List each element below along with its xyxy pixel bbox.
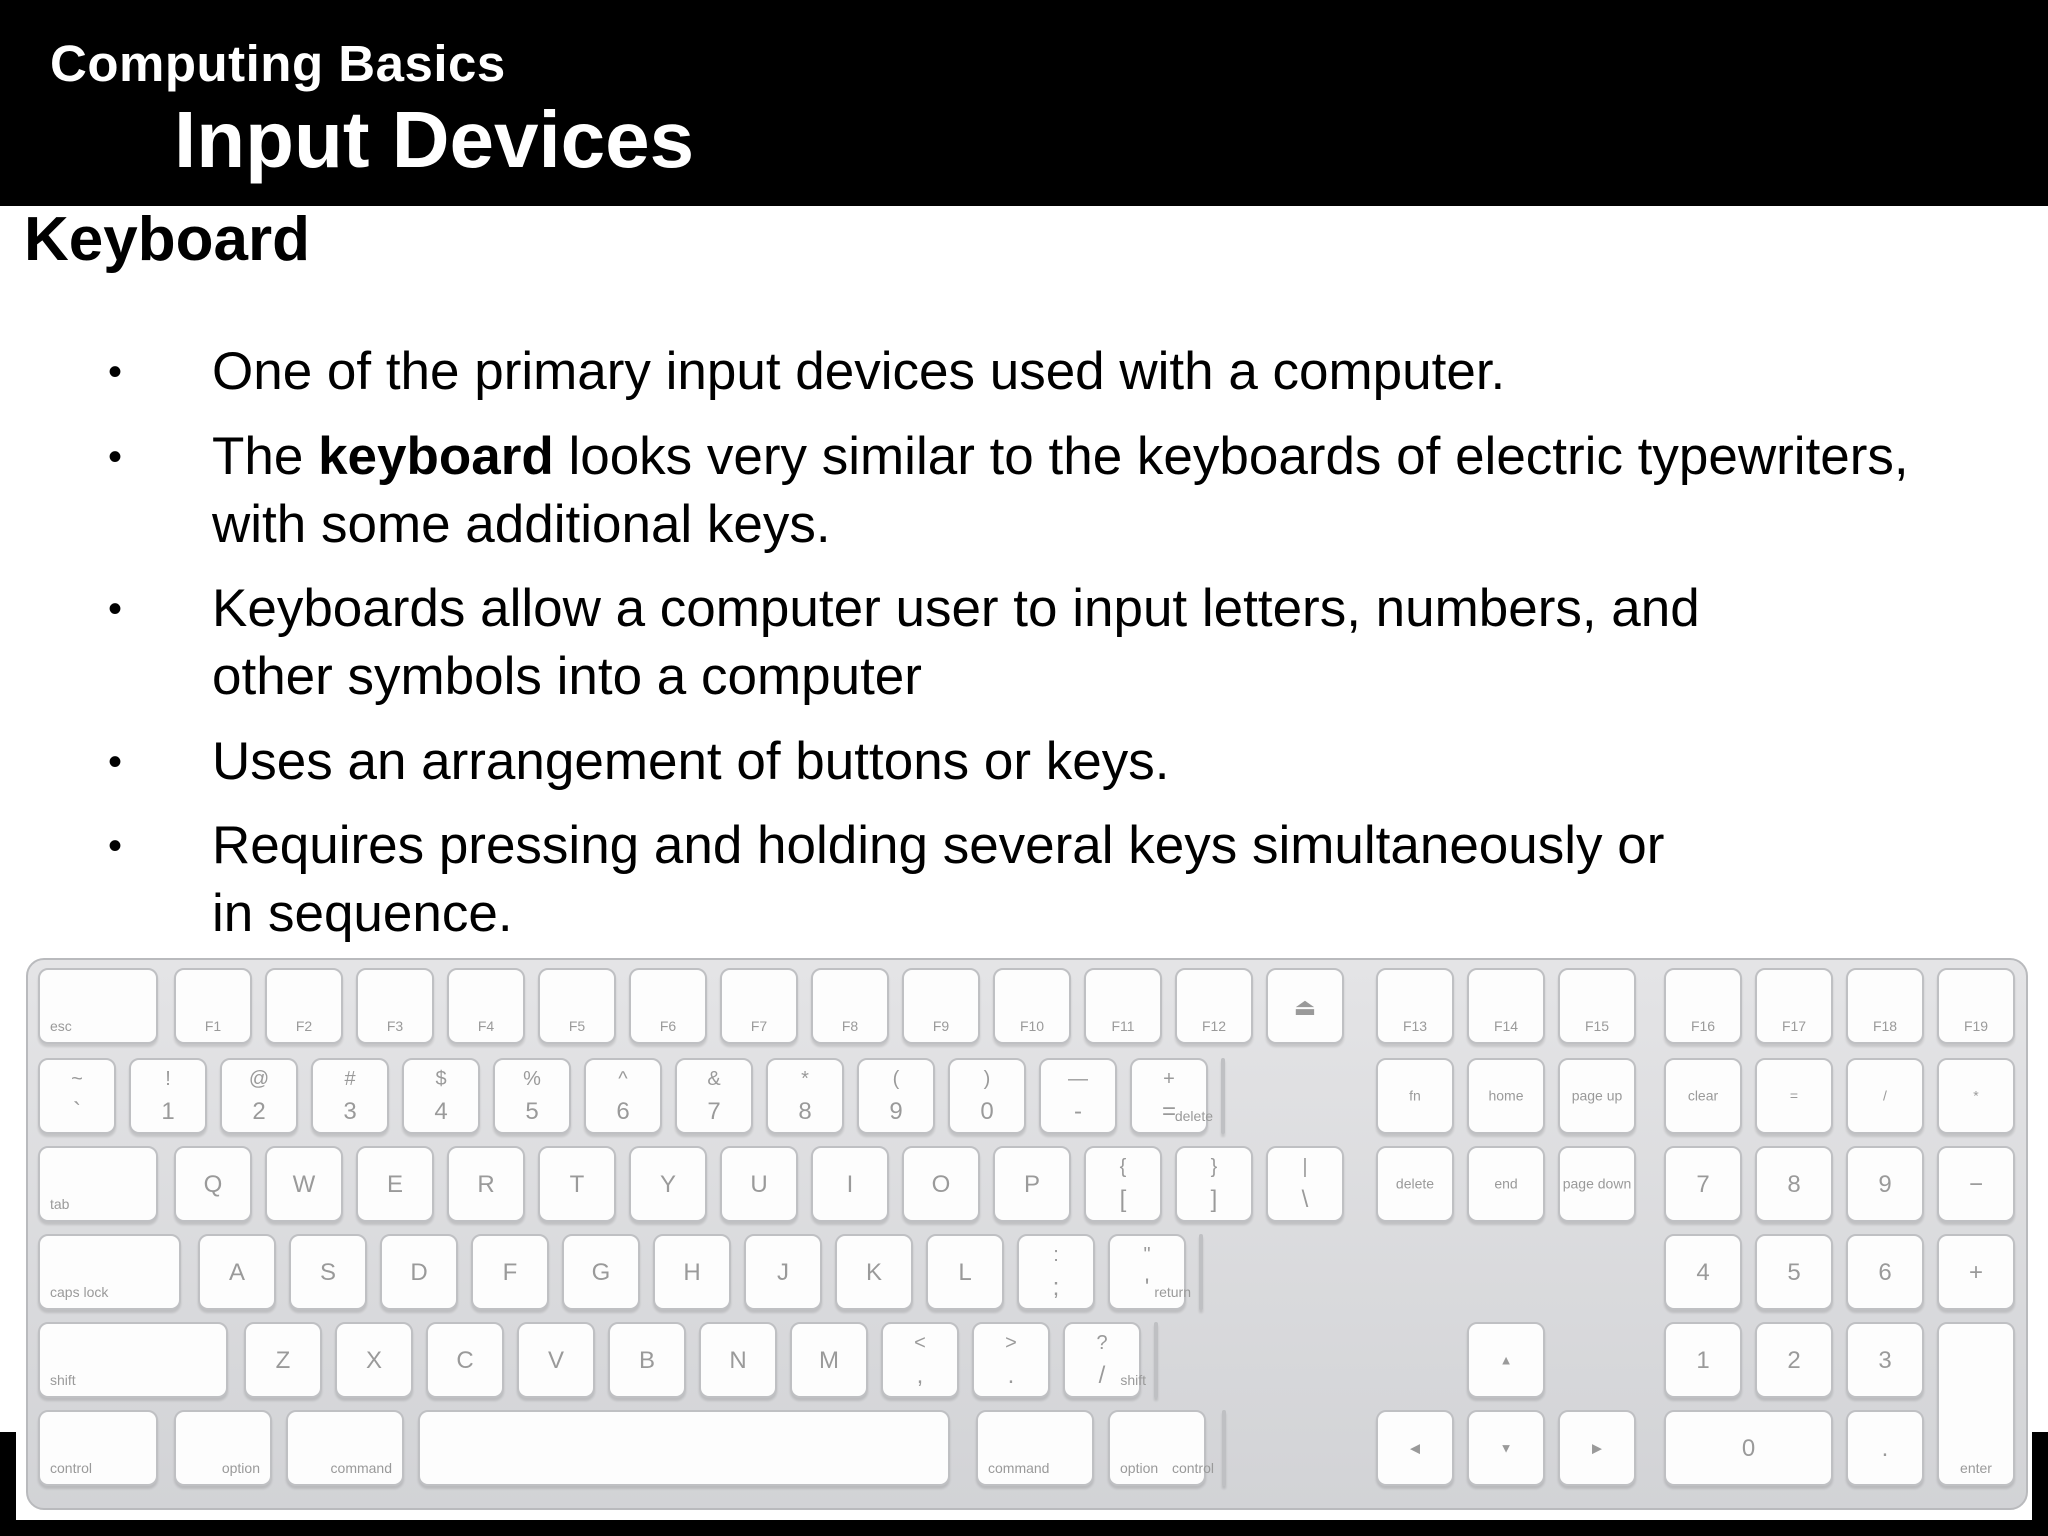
key-f19 bbox=[1937, 968, 2015, 1044]
key-number bbox=[857, 1058, 935, 1134]
bullet-dot: • bbox=[108, 435, 123, 479]
key-label: J bbox=[777, 1259, 789, 1286]
key-label: F10 bbox=[1019, 1018, 1045, 1034]
key-label: fn bbox=[1409, 1087, 1421, 1104]
numpad-key bbox=[1664, 1322, 1742, 1398]
arrow-down-key bbox=[1467, 1410, 1545, 1486]
numpad-key bbox=[1755, 1058, 1833, 1134]
arrow-down-icon: ▼ bbox=[1499, 1440, 1513, 1456]
bullet-text-pre: The bbox=[212, 427, 319, 486]
key-label: F18 bbox=[1872, 1018, 1898, 1034]
key-letter bbox=[720, 1146, 798, 1222]
key-label: clear bbox=[1687, 1087, 1719, 1104]
key-label: caps lock bbox=[50, 1284, 109, 1300]
key-label: F7 bbox=[750, 1018, 768, 1034]
numpad-key-zero bbox=[1664, 1410, 1833, 1486]
bullet-text bbox=[212, 728, 2042, 796]
key-label: control bbox=[50, 1460, 93, 1476]
key-f11 bbox=[1084, 968, 1162, 1044]
key-shift-right bbox=[1120, 1322, 1158, 1398]
numpad-key bbox=[1664, 1234, 1742, 1310]
key-number bbox=[948, 1058, 1026, 1134]
numpad-key bbox=[1846, 1322, 1924, 1398]
key-symbol bbox=[881, 1322, 959, 1398]
key-label: shift bbox=[50, 1372, 76, 1388]
key-label: page up bbox=[1571, 1087, 1623, 1104]
key-label: / bbox=[1098, 1362, 1106, 1389]
slide-title: Input Devices bbox=[174, 95, 695, 184]
key-number bbox=[675, 1058, 753, 1134]
key-shift-label: ~ bbox=[71, 1068, 83, 1090]
key-caps-lock bbox=[38, 1234, 181, 1310]
eject-icon: ⏏ bbox=[1293, 994, 1317, 1021]
key-label: K bbox=[865, 1259, 882, 1286]
key-label: 9 bbox=[1878, 1171, 1892, 1198]
key-f8 bbox=[811, 968, 889, 1044]
key-shift-label: $ bbox=[435, 1068, 447, 1090]
key-letter bbox=[744, 1234, 822, 1310]
key-f9 bbox=[902, 968, 980, 1044]
key-letter bbox=[790, 1322, 868, 1398]
key-label: A bbox=[228, 1259, 245, 1286]
key-delete-forward bbox=[1376, 1146, 1454, 1222]
bullet-dot: • bbox=[108, 587, 123, 631]
key-shift-label: — bbox=[1068, 1068, 1088, 1090]
key-letter bbox=[699, 1322, 777, 1398]
key-return bbox=[1154, 1234, 1203, 1310]
key-label: 8 bbox=[1787, 1171, 1801, 1198]
key-shift-label: & bbox=[707, 1068, 721, 1090]
key-shift-label: } bbox=[1210, 1156, 1218, 1178]
key-f2 bbox=[265, 968, 343, 1044]
course-title: Computing Basics bbox=[50, 35, 506, 92]
key-label: 2 bbox=[252, 1098, 266, 1125]
numpad-key bbox=[1755, 1146, 1833, 1222]
key-letter bbox=[198, 1234, 276, 1310]
key-letter bbox=[471, 1234, 549, 1310]
key-tab bbox=[38, 1146, 158, 1222]
key-label: option bbox=[221, 1460, 260, 1476]
arrow-up-icon: ▲ bbox=[1499, 1352, 1513, 1368]
key-label: F4 bbox=[477, 1018, 495, 1034]
key-label: F9 bbox=[932, 1018, 950, 1034]
bullet-line: other symbols into a computer bbox=[212, 647, 922, 706]
arrow-right-key bbox=[1558, 1410, 1636, 1486]
key-f15 bbox=[1558, 968, 1636, 1044]
numpad-key bbox=[1846, 1058, 1924, 1134]
key-letter bbox=[289, 1234, 367, 1310]
bullet-line: One of the primary input devices used with a computer. bbox=[212, 342, 1506, 401]
key-letter bbox=[426, 1322, 504, 1398]
key-f17 bbox=[1755, 968, 1833, 1044]
key-label: L bbox=[958, 1259, 972, 1286]
arrow-left-key bbox=[1376, 1410, 1454, 1486]
key-label: Z bbox=[275, 1347, 291, 1374]
key-shift-label: > bbox=[1005, 1332, 1017, 1354]
key-shift-label: ( bbox=[892, 1068, 900, 1090]
key-label: tab bbox=[50, 1196, 70, 1212]
keyboard-image bbox=[26, 958, 2028, 1510]
key-label: F14 bbox=[1493, 1018, 1519, 1034]
key-space bbox=[418, 1410, 950, 1486]
key-shift-left bbox=[38, 1322, 228, 1398]
key-f12 bbox=[1175, 968, 1253, 1044]
key-number bbox=[220, 1058, 298, 1134]
key-label: F8 bbox=[841, 1018, 859, 1034]
key-label: N bbox=[729, 1347, 747, 1374]
key-letter bbox=[608, 1322, 686, 1398]
key-label: 1 bbox=[161, 1098, 175, 1125]
key-f5 bbox=[538, 968, 616, 1044]
key-number bbox=[402, 1058, 480, 1134]
key-label: F16 bbox=[1690, 1018, 1716, 1034]
key-label: command bbox=[988, 1460, 1050, 1476]
bullet-line: Keyboards allow a computer user to input letters, numbers, and bbox=[212, 579, 1700, 638]
key-number bbox=[766, 1058, 844, 1134]
key-f6 bbox=[629, 968, 707, 1044]
key-option-left bbox=[174, 1410, 272, 1486]
key-label: ; bbox=[1052, 1274, 1060, 1301]
key-shift-label: : bbox=[1053, 1244, 1059, 1266]
key-letter bbox=[835, 1234, 913, 1310]
key-number bbox=[311, 1058, 389, 1134]
key-label: X bbox=[365, 1347, 382, 1374]
key-letter bbox=[902, 1146, 980, 1222]
key-f10 bbox=[993, 968, 1071, 1044]
key-label: F5 bbox=[568, 1018, 586, 1034]
key-label: 9 bbox=[889, 1098, 903, 1125]
key-f3 bbox=[356, 968, 434, 1044]
numpad-key bbox=[1755, 1322, 1833, 1398]
key-f1 bbox=[174, 968, 252, 1044]
key-letter bbox=[517, 1322, 595, 1398]
bullet-line: in sequence. bbox=[212, 884, 513, 943]
key-delete bbox=[1174, 1058, 1225, 1134]
key-letter bbox=[993, 1146, 1071, 1222]
key-label: enter bbox=[1960, 1460, 1992, 1476]
key-label: U bbox=[750, 1171, 768, 1198]
key-shift-label: * bbox=[801, 1068, 809, 1090]
key-label: P bbox=[1023, 1171, 1040, 1198]
key-label: 5 bbox=[1787, 1259, 1801, 1286]
key-label: C bbox=[456, 1347, 474, 1374]
key-letter bbox=[174, 1146, 252, 1222]
key-symbol bbox=[972, 1322, 1050, 1398]
key-end bbox=[1467, 1146, 1545, 1222]
numpad-key-dot bbox=[1846, 1410, 1924, 1486]
key-shift-label: ) bbox=[983, 1068, 991, 1090]
key-shift-label: < bbox=[914, 1332, 926, 1354]
key-label: 3 bbox=[343, 1098, 357, 1125]
key-label: * bbox=[1973, 1087, 1979, 1104]
eject-key bbox=[1266, 968, 1344, 1044]
key-shift-label: { bbox=[1119, 1156, 1127, 1178]
key-label: = bbox=[1161, 1098, 1176, 1125]
key-label: G bbox=[591, 1259, 611, 1286]
key-number bbox=[584, 1058, 662, 1134]
key-label: delete bbox=[1395, 1175, 1435, 1192]
numpad-key bbox=[1664, 1146, 1742, 1222]
bullet-dot: • bbox=[108, 824, 123, 868]
key-label: home bbox=[1488, 1087, 1524, 1104]
key-label: 8 bbox=[798, 1098, 812, 1125]
key-label: F17 bbox=[1781, 1018, 1807, 1034]
key-letter bbox=[380, 1234, 458, 1310]
key-label: . bbox=[1007, 1362, 1015, 1389]
key-shift-label: % bbox=[523, 1068, 541, 1090]
key-label: 0 bbox=[1741, 1435, 1756, 1462]
key-label: return bbox=[1154, 1284, 1191, 1300]
key-label: page down bbox=[1562, 1175, 1632, 1192]
frame-bar-bottom bbox=[0, 1520, 2048, 1536]
arrow-up-key bbox=[1467, 1322, 1545, 1398]
slide-header bbox=[0, 0, 2048, 206]
key-shift-label: ^ bbox=[618, 1068, 628, 1090]
key-command-left bbox=[286, 1410, 404, 1486]
key-label: H bbox=[683, 1259, 701, 1286]
key-number bbox=[493, 1058, 571, 1134]
bullet-line: Uses an arrangement of buttons or keys. bbox=[212, 732, 1170, 791]
key-command-right bbox=[976, 1410, 1094, 1486]
bullet-line: with some additional keys. bbox=[212, 495, 831, 554]
numpad-key bbox=[1937, 1146, 2015, 1222]
key-label: 5 bbox=[525, 1098, 539, 1125]
key-f13 bbox=[1376, 968, 1454, 1044]
key-label: F6 bbox=[659, 1018, 677, 1034]
key-shift-label: | bbox=[1302, 1156, 1308, 1178]
key-label: shift bbox=[1120, 1372, 1146, 1388]
key-label: option bbox=[1120, 1460, 1159, 1476]
key-label: 3 bbox=[1878, 1347, 1892, 1374]
key-shift-label: ? bbox=[1096, 1332, 1108, 1354]
key-label: F12 bbox=[1201, 1018, 1227, 1034]
key-home bbox=[1467, 1058, 1545, 1134]
key-symbol bbox=[1084, 1146, 1162, 1222]
key-shift-label: # bbox=[344, 1068, 356, 1090]
key-symbol bbox=[1175, 1146, 1253, 1222]
key-label: B bbox=[638, 1347, 655, 1374]
key-shift-label: " bbox=[1143, 1244, 1151, 1266]
key-shift-label: ! bbox=[165, 1068, 171, 1090]
key-label: control bbox=[1171, 1460, 1214, 1476]
key-f16 bbox=[1664, 968, 1742, 1044]
key-page-up bbox=[1558, 1058, 1636, 1134]
key-label: R bbox=[477, 1171, 495, 1198]
numpad-key bbox=[1664, 1058, 1742, 1134]
key-label: D bbox=[410, 1259, 428, 1286]
numpad-key bbox=[1937, 1234, 2015, 1310]
key-shift-label: @ bbox=[248, 1068, 270, 1090]
key-label: Y bbox=[659, 1171, 676, 1198]
key-label: \ bbox=[1301, 1186, 1309, 1213]
bullet-text bbox=[212, 338, 2042, 406]
numpad-key bbox=[1755, 1234, 1833, 1310]
key-label: − bbox=[1968, 1171, 1983, 1198]
key-page-down bbox=[1558, 1146, 1636, 1222]
key-label: , bbox=[916, 1362, 924, 1389]
arrow-right-icon: ▶ bbox=[1592, 1440, 1602, 1456]
key-f7 bbox=[720, 968, 798, 1044]
numpad-key bbox=[1846, 1234, 1924, 1310]
key-label: / bbox=[1883, 1087, 1887, 1104]
key-number bbox=[1039, 1058, 1117, 1134]
key-letter bbox=[447, 1146, 525, 1222]
numpad-key-enter bbox=[1937, 1322, 2015, 1486]
key-label: delete bbox=[1174, 1108, 1213, 1124]
numpad-key bbox=[1846, 1146, 1924, 1222]
bullet-bold-term: keyboard bbox=[318, 427, 554, 486]
key-letter bbox=[335, 1322, 413, 1398]
key-label: - bbox=[1074, 1098, 1082, 1125]
key-f18 bbox=[1846, 968, 1924, 1044]
key-label: 2 bbox=[1787, 1347, 1801, 1374]
bullet-line: Requires pressing and holding several keys simultaneously or bbox=[212, 816, 1665, 875]
key-label: esc bbox=[50, 1018, 72, 1034]
key-label: 7 bbox=[707, 1098, 721, 1125]
key-label: ' bbox=[1144, 1274, 1150, 1301]
key-label: F19 bbox=[1963, 1018, 1989, 1034]
bullet-text bbox=[212, 575, 2042, 711]
key-esc bbox=[38, 968, 158, 1044]
key-label: ] bbox=[1210, 1186, 1218, 1213]
key-label: 4 bbox=[434, 1098, 448, 1125]
key-label: Q bbox=[203, 1171, 223, 1198]
key-letter bbox=[811, 1146, 889, 1222]
key-label: V bbox=[547, 1347, 564, 1374]
key-label: 0 bbox=[980, 1098, 994, 1125]
key-label: end bbox=[1494, 1175, 1518, 1192]
key-letter bbox=[356, 1146, 434, 1222]
key-label: F2 bbox=[295, 1018, 313, 1034]
section-heading: Keyboard bbox=[24, 205, 310, 274]
key-label: [ bbox=[1119, 1186, 1127, 1213]
key-fn bbox=[1376, 1058, 1454, 1134]
key-label: F15 bbox=[1584, 1018, 1610, 1034]
key-number bbox=[38, 1058, 116, 1134]
bullet-dot: • bbox=[108, 350, 123, 394]
key-label: F3 bbox=[386, 1018, 404, 1034]
key-label: 1 bbox=[1696, 1347, 1710, 1374]
bullet-text bbox=[212, 812, 2042, 948]
key-control-left bbox=[38, 1410, 158, 1486]
key-label: 7 bbox=[1696, 1171, 1710, 1198]
key-control-right bbox=[1171, 1410, 1226, 1486]
key-letter bbox=[653, 1234, 731, 1310]
key-label: T bbox=[569, 1171, 585, 1198]
key-label: . bbox=[1881, 1435, 1889, 1462]
bullet-dot: • bbox=[108, 740, 123, 784]
key-label: M bbox=[819, 1347, 839, 1374]
key-letter bbox=[538, 1146, 616, 1222]
key-shift-label: + bbox=[1163, 1068, 1175, 1090]
key-label: F1 bbox=[204, 1018, 222, 1034]
key-label: I bbox=[846, 1171, 854, 1198]
key-label: + bbox=[1968, 1259, 1983, 1286]
key-letter bbox=[265, 1146, 343, 1222]
key-label: F11 bbox=[1111, 1018, 1135, 1034]
arrow-left-icon: ◀ bbox=[1410, 1440, 1420, 1456]
key-label: S bbox=[319, 1259, 336, 1286]
bullet-text-post: looks very similar to the keyboards of electric typewriters, bbox=[553, 427, 1909, 486]
key-label: command bbox=[330, 1460, 392, 1476]
numpad-key bbox=[1937, 1058, 2015, 1134]
key-label: F13 bbox=[1402, 1018, 1428, 1034]
key-label: W bbox=[292, 1171, 316, 1198]
key-letter bbox=[629, 1146, 707, 1222]
key-f14 bbox=[1467, 968, 1545, 1044]
key-number bbox=[129, 1058, 207, 1134]
key-label: ` bbox=[73, 1098, 81, 1125]
key-label: O bbox=[931, 1171, 951, 1198]
key-symbol bbox=[1266, 1146, 1344, 1222]
key-f4 bbox=[447, 968, 525, 1044]
key-letter bbox=[244, 1322, 322, 1398]
key-label: F bbox=[502, 1259, 518, 1286]
key-label: = bbox=[1789, 1087, 1799, 1104]
key-label: 6 bbox=[616, 1098, 630, 1125]
key-letter bbox=[562, 1234, 640, 1310]
key-letter bbox=[926, 1234, 1004, 1310]
key-label: E bbox=[386, 1171, 403, 1198]
bullet-text bbox=[212, 423, 2042, 559]
key-symbol bbox=[1017, 1234, 1095, 1310]
key-label: 6 bbox=[1878, 1259, 1892, 1286]
key-label: 4 bbox=[1696, 1259, 1710, 1286]
